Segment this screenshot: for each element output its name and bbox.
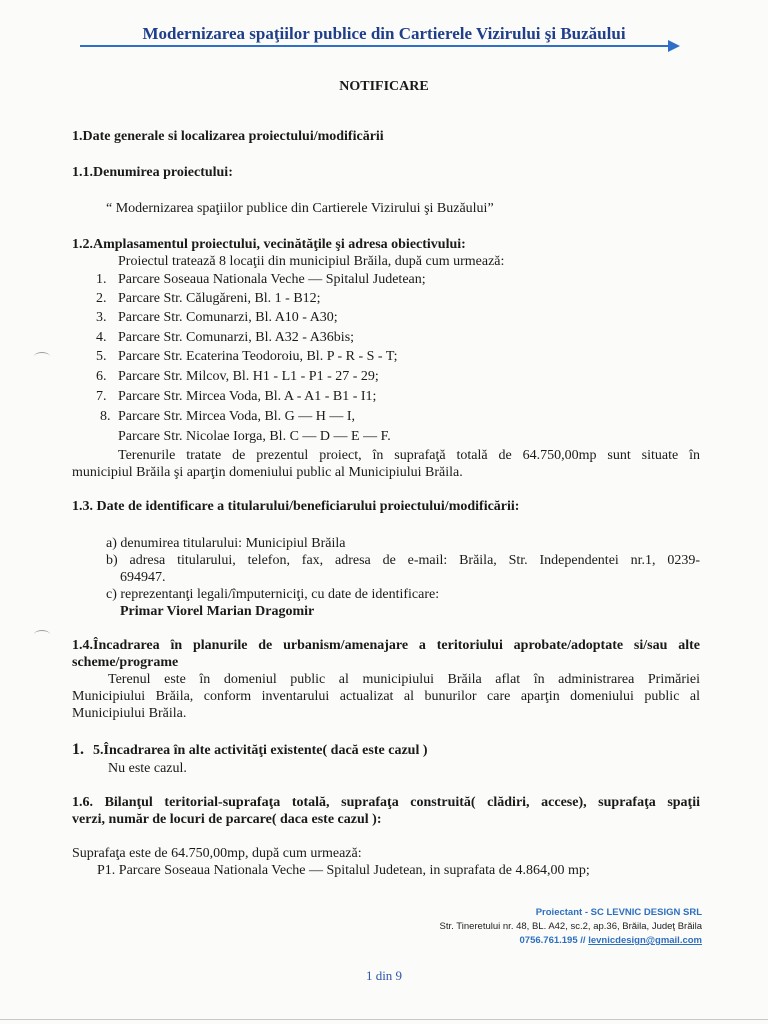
section-1-5-heading: 5.Încadrarea în alte activităţi existente( dacă este cazul ) bbox=[93, 743, 428, 758]
footer-phone: 0756.761.195 bbox=[519, 935, 578, 946]
list-item: 3. bbox=[96, 310, 107, 325]
section-1-6-heading: 1.6. Bilanţul teritorial-suprafaţa totală, suprafaţa construită( clădiri, accese), suprafaţa spaţii bbox=[72, 795, 700, 810]
header-rule bbox=[80, 45, 670, 47]
terrain-paragraph-line: Terenurile tratate de prezentul proiect, în suprafaţă totală de 64.750,00mp sunt situate în bbox=[118, 448, 700, 463]
list-item-text: Parcare Str. Ecaterina Teodoroiu, Bl. P - R - S - T; bbox=[118, 349, 398, 364]
section-1-5-text: Nu este cazul. bbox=[108, 761, 187, 776]
section-1-5-number: 1. bbox=[72, 741, 84, 758]
list-item-continuation: Parcare Str. Nicolae Iorga, Bl. C — D — E — F. bbox=[118, 429, 391, 444]
list-item: 1. bbox=[96, 272, 107, 287]
holder-representatives: c) reprezentanţi legali/împuterniciţi, cu date de identificare: bbox=[106, 587, 440, 602]
list-item-text: Parcare Str. Mircea Voda, Bl. A - A1 - B1 - I1; bbox=[118, 389, 377, 404]
margin-mark bbox=[34, 630, 50, 639]
terrain-paragraph-line: municipiul Brăila şi aparţin domeniului public al Municipiului Brăila. bbox=[72, 465, 463, 480]
list-item: 5. bbox=[96, 349, 107, 364]
section-1-2-heading: 1.2.Amplasamentul proiectului, vecinătăţile şi adresa obiectivului: bbox=[72, 237, 466, 252]
section-1-4-text: Terenul este în domeniul public al municipiului Brăila aflat în administrarea Primăriei bbox=[108, 672, 700, 687]
document-title: NOTIFICARE bbox=[339, 79, 429, 94]
holder-name: a) denumirea titularului: Municipiul Brăila bbox=[106, 536, 346, 551]
list-item: 7. bbox=[96, 389, 107, 404]
section-1-heading: 1.Date generale si localizarea proiectului/modificării bbox=[72, 129, 384, 144]
section-1-4-heading-cont: scheme/programe bbox=[72, 655, 179, 670]
section-1-1-heading: 1.1.Denumirea proiectului: bbox=[72, 165, 233, 180]
footer-separator: // bbox=[580, 935, 586, 946]
list-item: 6. bbox=[96, 369, 107, 384]
section-1-3-heading: 1.3. Date de identificare a titularului/beneficiarului proiectului/modificării: bbox=[72, 499, 520, 514]
holder-phone-cont: 694947. bbox=[120, 570, 166, 585]
section-1-4-text: Municipiului Brăila, conform inventarului actualizat al bunurilor care aparţin domeniului public al bbox=[72, 689, 700, 704]
list-item: 8. bbox=[100, 409, 111, 424]
holder-address: b) adresa titularului, telefon, fax, adresa de e-mail: Brăila, Str. Independentei nr.1, 0239- bbox=[106, 553, 700, 568]
project-name: “ Modernizarea spaţiilor publice din Cartierele Vizirului şi Buzăului” bbox=[106, 201, 494, 216]
header-title: Modernizarea spaţiilor publice din Cartierele Vizirului şi Buzăului bbox=[142, 24, 626, 43]
page-number: 1 din 9 bbox=[365, 968, 403, 983]
list-item: 2. bbox=[96, 291, 107, 306]
bottom-rule bbox=[0, 1019, 768, 1020]
list-item-text: Parcare Str. Comunarzi, Bl. A32 - A36bis; bbox=[118, 330, 355, 345]
footer-email-link[interactable]: levnicdesign@gmail.com bbox=[588, 935, 702, 946]
list-item-text: Parcare Str. Milcov, Bl. H1 - L1 - P1 - 27 - 29; bbox=[118, 369, 379, 384]
holder-representative-name: Primar Viorel Marian Dragomir bbox=[120, 604, 315, 619]
section-1-4-heading: 1.4.Încadrarea în planurile de urbanism/amenajare a teritoriului aprobate/adoptate si/sau alte bbox=[72, 638, 700, 653]
footer-company: Proiectant - SC LEVNIC DESIGN SRL bbox=[535, 907, 702, 918]
header-arrow-icon bbox=[668, 40, 680, 52]
margin-mark bbox=[34, 352, 50, 361]
list-item: 4. bbox=[96, 330, 107, 345]
list-item-text: Parcare Str. Călugăreni, Bl. 1 - B12; bbox=[118, 291, 321, 306]
footer-contact bbox=[520, 935, 702, 946]
surface-p1: P1. Parcare Soseaua Nationala Veche — Spitalul Judetean, in suprafata de 4.864,00 mp; bbox=[97, 863, 590, 878]
section-1-4-text: Municipiului Brăila. bbox=[72, 706, 187, 721]
section-1-6-heading-cont: verzi, număr de locuri de parcare( daca este cazul ): bbox=[72, 812, 382, 827]
list-item-text: Parcare Soseaua Nationala Veche — Spitalul Judetean; bbox=[118, 272, 426, 287]
list-item-text: Parcare Str. Mircea Voda, Bl. G — H — I, bbox=[118, 409, 356, 424]
footer-address: Str. Tineretului nr. 48, BL. A42, sc.2, ap.36, Brăila, Judeţ Brăila bbox=[439, 921, 702, 932]
section-1-2-intro: Proiectul tratează 8 locaţii din municipiul Brăila, după cum urmează: bbox=[118, 254, 505, 269]
list-item-text: Parcare Str. Comunarzi, Bl. A10 - A30; bbox=[118, 310, 338, 325]
surface-intro: Suprafaţa este de 64.750,00mp, după cum urmează: bbox=[72, 846, 362, 861]
